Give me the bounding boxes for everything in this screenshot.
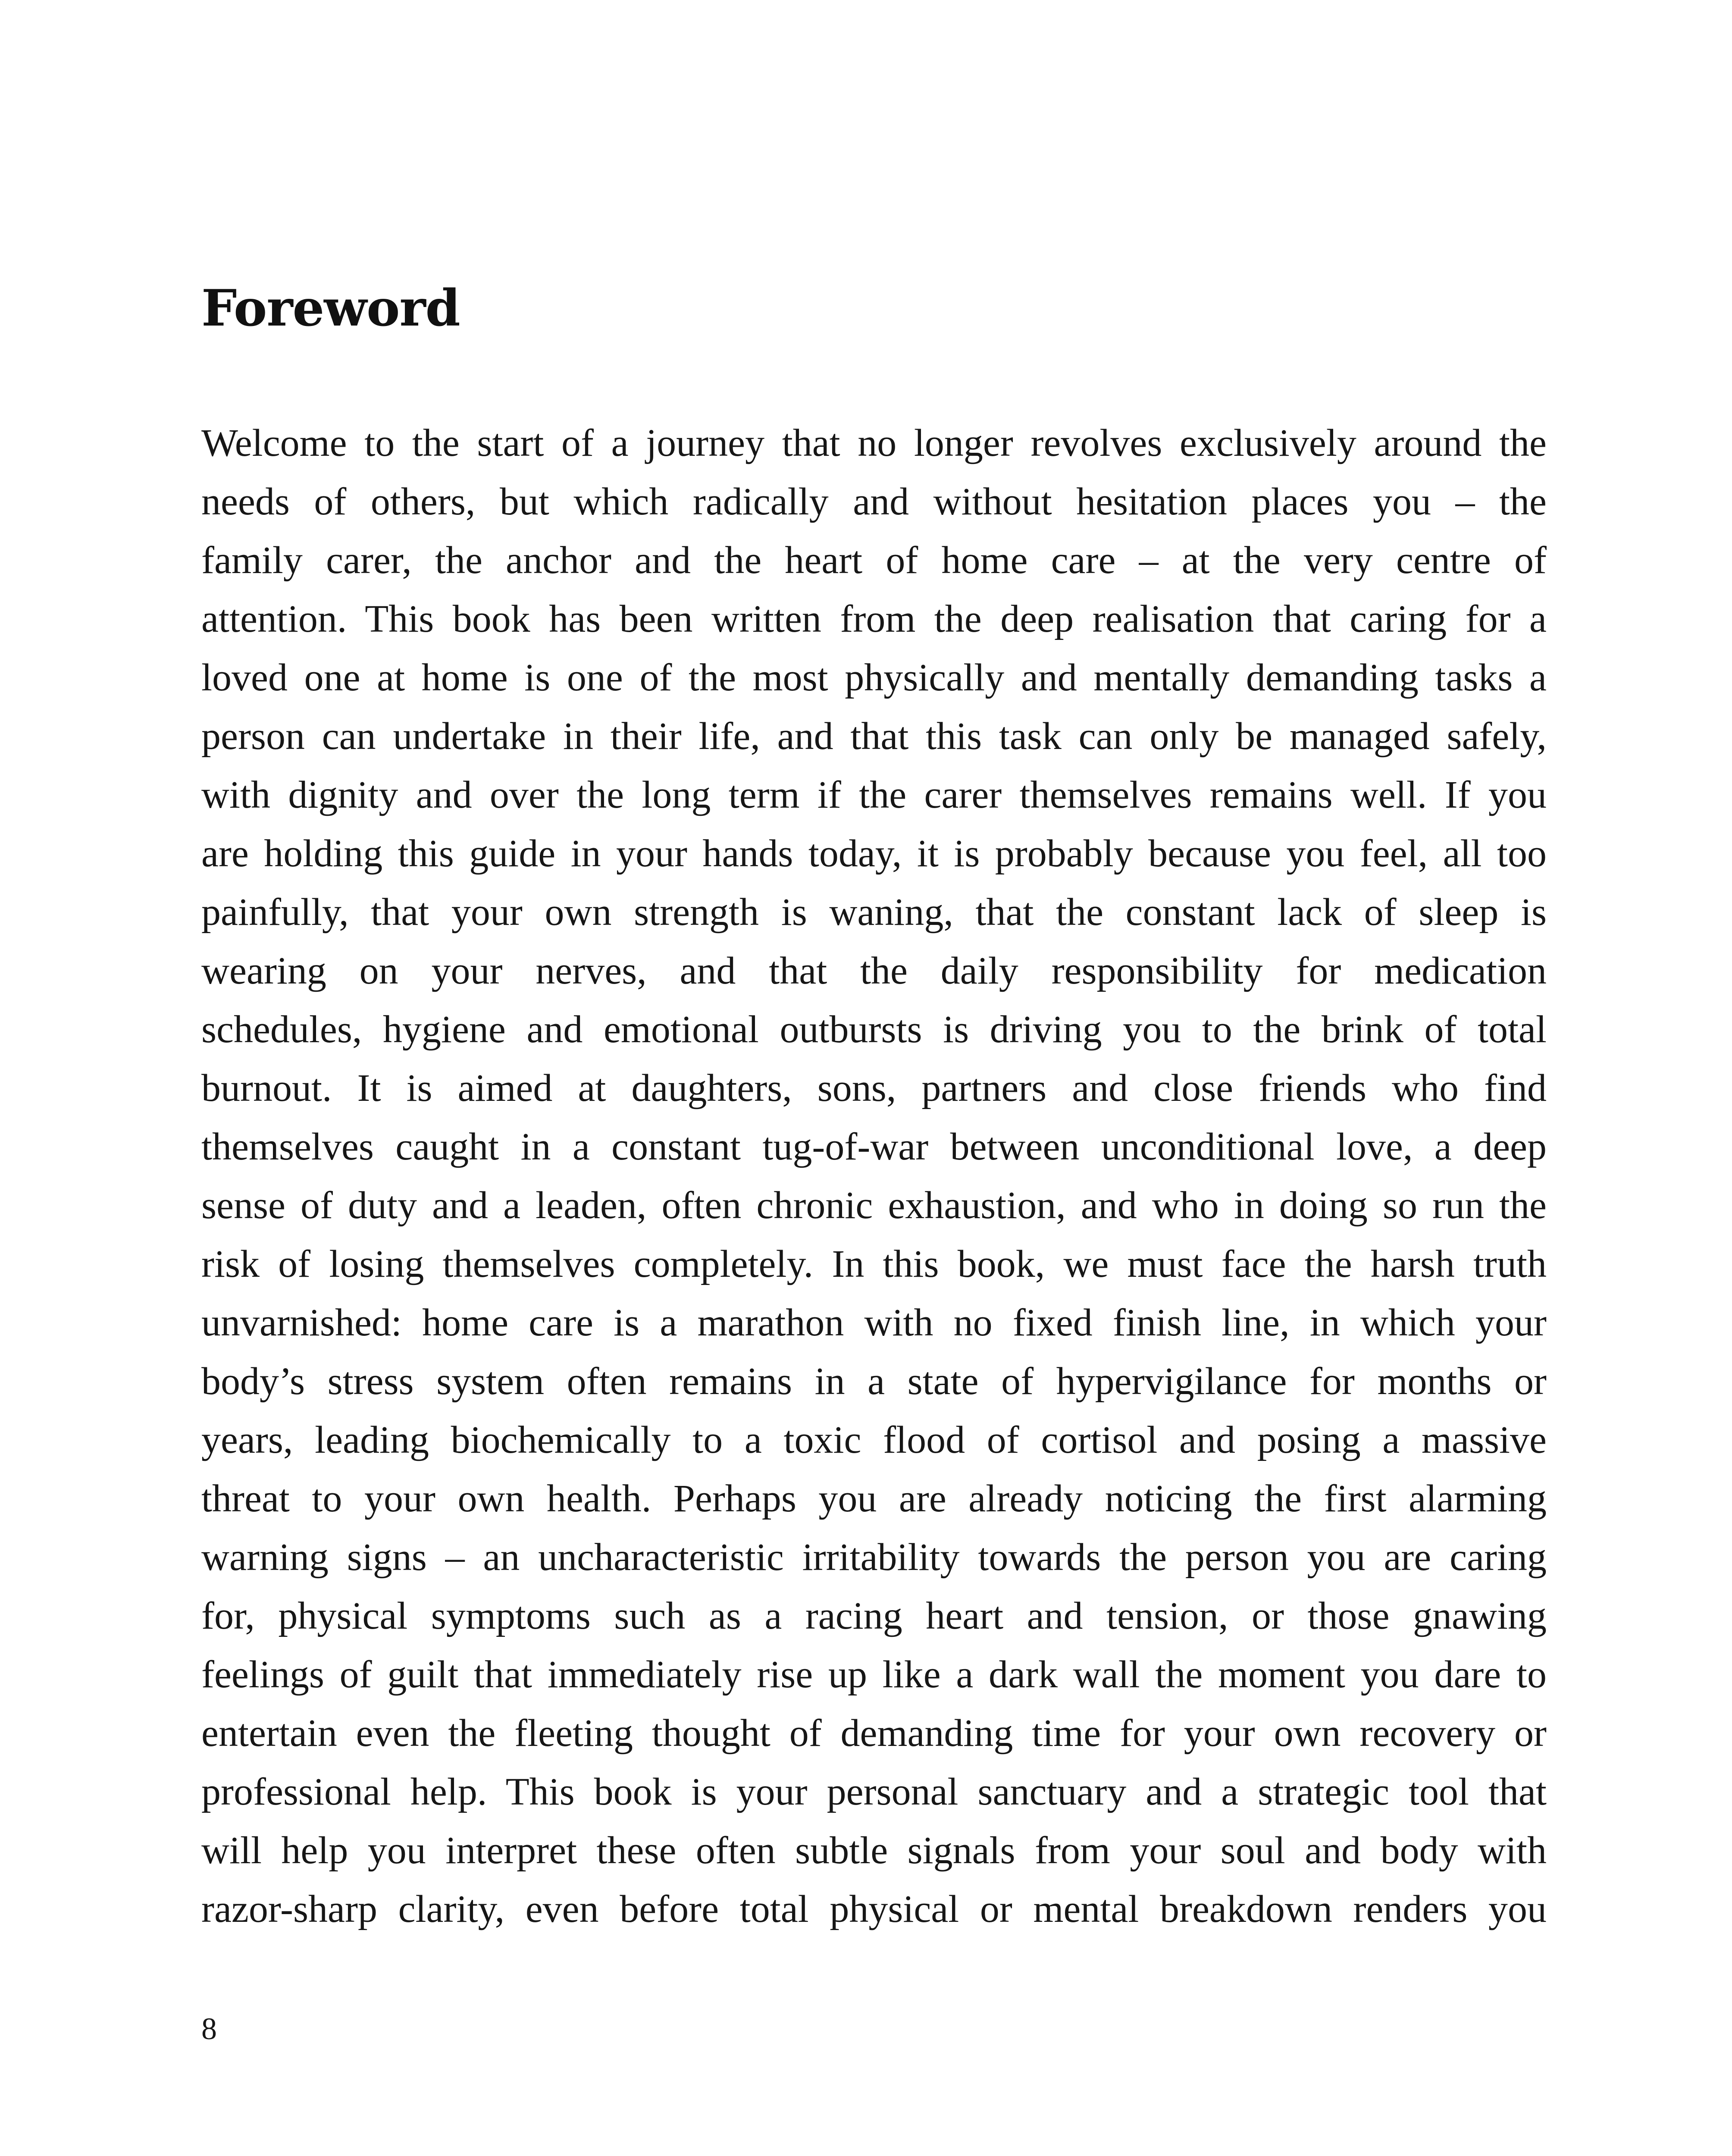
paragraph-line: burnout. It is aimed at daughters, sons, partners and close friends who find [201, 1067, 1547, 1109]
paragraph-line: feelings of guilt that immediately rise up like a dark wall the moment you dare to [201, 1653, 1547, 1696]
paragraph-line: warning signs – an uncharacteristic irritability towards the person you are caring [201, 1536, 1547, 1579]
page-number: 8 [201, 2012, 217, 2046]
paragraph-line: Welcome to the start of a journey that no longer revolves exclusively around the [201, 422, 1547, 464]
paragraph-line: needs of others, but which radically and without hesitation places you – the [201, 480, 1547, 523]
paragraph-line: person can undertake in their life, and that this task can only be managed safely, [201, 715, 1547, 758]
paragraph-line: attention. This book has been written from the deep realisation that caring for a [201, 598, 1547, 640]
paragraph-line: threat to your own health. Perhaps you are already noticing the first alarming [201, 1477, 1547, 1520]
paragraph-line: years, leading biochemically to a toxic flood of cortisol and posing a massive [201, 1419, 1547, 1461]
paragraph-line: schedules, hygiene and emotional outbursts is driving you to the brink of total [201, 1008, 1547, 1051]
paragraph-line: entertain even the fleeting thought of demanding time for your own recovery or [201, 1712, 1547, 1755]
chapter-heading: Foreword [201, 279, 460, 338]
paragraph-line: will help you interpret these often subtle signals from your soul and body with [201, 1829, 1547, 1872]
paragraph-line: wearing on your nerves, and that the daily responsibility for medication [201, 950, 1547, 992]
paragraph-line: for, physical symptoms such as a racing heart and tension, or those gnawing [201, 1595, 1547, 1637]
paragraph-line: body’s stress system often remains in a state of hypervigilance for months or [201, 1360, 1547, 1403]
paragraph-line: professional help. This book is your personal sanctuary and a strategic tool that [201, 1771, 1547, 1813]
paragraph-line: unvarnished: home care is a marathon with no fixed finish line, in which your [201, 1301, 1547, 1344]
paragraph-line: sense of duty and a leaden, often chronic exhaustion, and who in doing so run the [201, 1184, 1547, 1227]
paragraph-line: with dignity and over the long term if the carer themselves remains well. If you [201, 774, 1547, 816]
paragraph-line: risk of losing themselves completely. In this book, we must face the harsh truth [201, 1243, 1547, 1285]
paragraph-line: painfully, that your own strength is waning, that the constant lack of sleep is [201, 891, 1547, 934]
paragraph-line: themselves caught in a constant tug-of-war between unconditional love, a deep [201, 1125, 1547, 1168]
paragraph-line: family carer, the anchor and the heart of home care – at the very centre of [201, 539, 1547, 582]
body-paragraph [201, 414, 1547, 1939]
paragraph-line: are holding this guide in your hands today, it is probably because you feel, all too [201, 832, 1547, 875]
paragraph-line: razor-sharp clarity, even before total physical or mental breakdown renders you [201, 1888, 1547, 1930]
paragraph-line: loved one at home is one of the most physically and mentally demanding tasks a [201, 656, 1547, 699]
